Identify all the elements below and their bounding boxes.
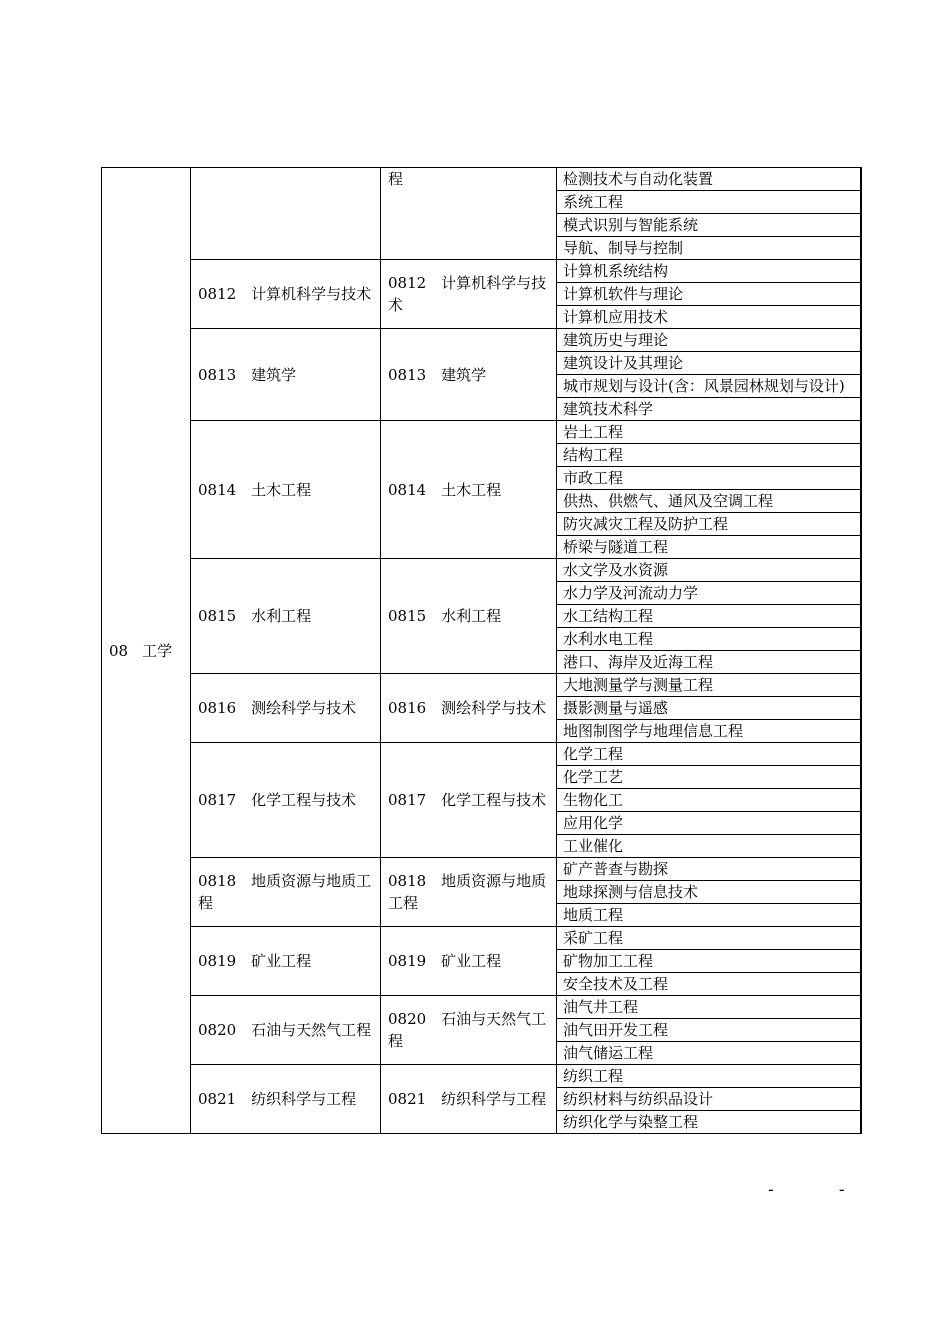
- sub-discipline-cell: 化学工程: [557, 743, 861, 766]
- sub-discipline-cell: 工业催化: [557, 835, 861, 858]
- sub-discipline-cell: 计算机应用技术: [557, 306, 861, 329]
- second-col-cell: 程: [381, 168, 557, 260]
- first-level-discipline-cell: 0815 水利工程: [191, 559, 381, 674]
- first-level-cell: [191, 168, 381, 260]
- sub-discipline-cell: 建筑技术科学: [557, 398, 861, 421]
- first-level-discipline-alt-cell: 0812 计算机科学与技术: [381, 260, 557, 329]
- sub-discipline-cell: 导航、制导与控制: [557, 237, 861, 260]
- sub-discipline-cell: 纺织化学与染整工程: [557, 1111, 861, 1134]
- sub-discipline-cell: 结构工程: [557, 444, 861, 467]
- first-level-discipline-cell: 0814 土木工程: [191, 421, 381, 559]
- sub-discipline-cell: 港口、海岸及近海工程: [557, 651, 861, 674]
- sub-discipline-cell: 建筑历史与理论: [557, 329, 861, 352]
- first-level-discipline-alt-cell: 0818 地质资源与地质工程: [381, 858, 557, 927]
- first-level-discipline-alt-cell: 0820 石油与天然气工程: [381, 996, 557, 1065]
- table-row: [102, 996, 861, 1019]
- table-body: [102, 168, 861, 1134]
- category-code: 08: [109, 641, 129, 660]
- first-level-discipline-alt-cell: 0814 土木工程: [381, 421, 557, 559]
- sub-discipline-cell: 岩土工程: [557, 421, 861, 444]
- first-level-discipline-alt-cell: 0815 水利工程: [381, 559, 557, 674]
- sub-discipline-cell: 城市规划与设计(含：风景园林规划与设计): [557, 375, 861, 398]
- sub-discipline-cell: 建筑设计及其理论: [557, 352, 861, 375]
- sub-discipline-cell: 防灾减灾工程及防护工程: [557, 513, 861, 536]
- table-row: [102, 927, 861, 950]
- sub-discipline-cell: 水力学及河流动力学: [557, 582, 861, 605]
- sub-discipline-cell: 油气井工程: [557, 996, 861, 1019]
- sub-discipline-cell: 应用化学: [557, 812, 861, 835]
- category-cell: [102, 168, 191, 1134]
- sub-discipline-cell: 纺织材料与纺织品设计: [557, 1088, 861, 1111]
- sub-discipline-cell: 安全技术及工程: [557, 973, 861, 996]
- first-level-discipline-cell: 0817 化学工程与技术: [191, 743, 381, 858]
- table-row: [102, 559, 861, 582]
- table-row: [102, 421, 861, 444]
- sub-discipline-cell: 计算机软件与理论: [557, 283, 861, 306]
- sub-discipline-cell: 摄影测量与遥感: [557, 697, 861, 720]
- sub-discipline-cell: 地质工程: [557, 904, 861, 927]
- sub-discipline-cell: 大地测量学与测量工程: [557, 674, 861, 697]
- sub-discipline-cell: 市政工程: [557, 467, 861, 490]
- sub-discipline-cell: 矿物加工工程: [557, 950, 861, 973]
- sub-discipline-cell: 油气储运工程: [557, 1042, 861, 1065]
- table-row: [102, 674, 861, 697]
- sub-discipline-cell: 水工结构工程: [557, 605, 861, 628]
- sub-discipline-cell: 计算机系统结构: [557, 260, 861, 283]
- first-level-discipline-alt-cell: 0813 建筑学: [381, 329, 557, 421]
- sub-discipline-cell: 检测技术与自动化装置: [557, 168, 861, 191]
- table-row: [102, 260, 861, 283]
- sub-discipline-cell: 采矿工程: [557, 927, 861, 950]
- discipline-catalog-table: [101, 167, 862, 1134]
- sub-discipline-cell: 矿产普查与勘探: [557, 858, 861, 881]
- sub-discipline-cell: 地图制图学与地理信息工程: [557, 720, 861, 743]
- page-footer-mark: - -: [768, 1180, 875, 1199]
- first-level-discipline-cell: 0818 地质资源与地质工程: [191, 858, 381, 927]
- first-level-discipline-alt-cell: 0819 矿业工程: [381, 927, 557, 996]
- sub-discipline-cell: 油气田开发工程: [557, 1019, 861, 1042]
- sub-discipline-cell: 地球探测与信息技术: [557, 881, 861, 904]
- table-row: [102, 858, 861, 881]
- sub-discipline-cell: 水利水电工程: [557, 628, 861, 651]
- category-name: 工学: [142, 641, 173, 660]
- sub-discipline-cell: 系统工程: [557, 191, 861, 214]
- first-level-discipline-cell: 0819 矿业工程: [191, 927, 381, 996]
- table-row: [102, 329, 861, 352]
- first-level-discipline-alt-cell: 0821 纺织科学与工程: [381, 1065, 557, 1134]
- first-level-discipline-alt-cell: 0816 测绘科学与技术: [381, 674, 557, 743]
- first-level-discipline-cell: 0813 建筑学: [191, 329, 381, 421]
- table-row: [102, 743, 861, 766]
- sub-discipline-cell: 模式识别与智能系统: [557, 214, 861, 237]
- sub-discipline-cell: 水文学及水资源: [557, 559, 861, 582]
- sub-discipline-cell: 化学工艺: [557, 766, 861, 789]
- first-level-discipline-cell: 0820 石油与天然气工程: [191, 996, 381, 1065]
- table-row: [102, 1065, 861, 1088]
- first-level-discipline-cell: 0816 测绘科学与技术: [191, 674, 381, 743]
- table-row: [102, 168, 861, 191]
- sub-discipline-cell: 纺织工程: [557, 1065, 861, 1088]
- sub-discipline-cell: 生物化工: [557, 789, 861, 812]
- first-level-discipline-cell: 0812 计算机科学与技术: [191, 260, 381, 329]
- sub-discipline-cell: 供热、供燃气、通风及空调工程: [557, 490, 861, 513]
- first-level-discipline-cell: 0821 纺织科学与工程: [191, 1065, 381, 1134]
- sub-discipline-cell: 桥梁与隧道工程: [557, 536, 861, 559]
- first-level-discipline-alt-cell: 0817 化学工程与技术: [381, 743, 557, 858]
